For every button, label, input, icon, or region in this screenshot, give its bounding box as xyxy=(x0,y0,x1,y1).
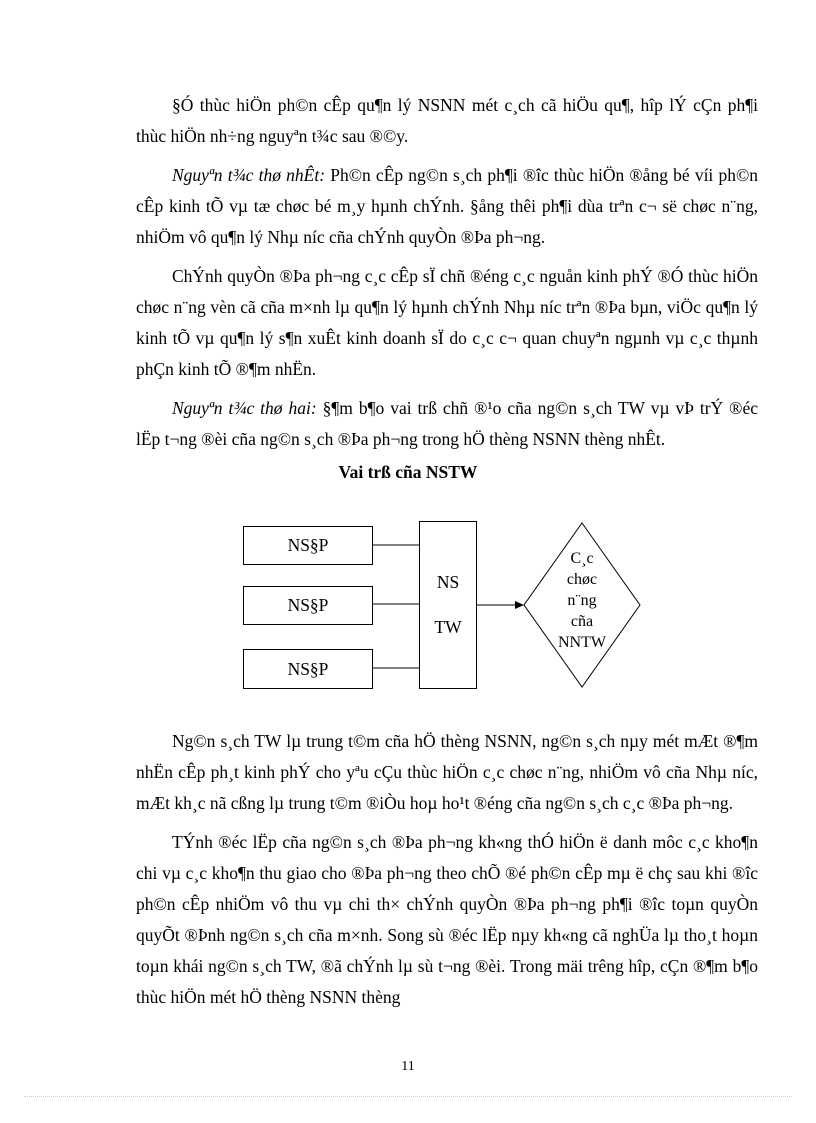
footer-divider xyxy=(24,1096,792,1097)
center-box-line: NS xyxy=(436,572,460,592)
diagram-title: Vai trß cña NSTW xyxy=(338,462,478,482)
body-text-bottom xyxy=(136,726,758,1013)
diamond-line: n¨ng xyxy=(567,592,597,609)
arrow-head xyxy=(515,601,524,609)
left-box: NS§P xyxy=(243,649,373,689)
diamond-label xyxy=(540,548,624,653)
page-number: 11 xyxy=(401,1059,415,1074)
diamond-line: NNTW xyxy=(558,634,606,651)
diamond-line: C¸c xyxy=(570,550,594,567)
paragraph-text: §¶m b¶o vai trß chñ ®¹o cña ng©n s¸ch TW vµ vÞ trÝ ®éc lËp t¬ng ®èi cña ng©n s¸ch ®Þa ph¬ng trong hÖ thèng NSNN thèng nhÊt. xyxy=(136,398,758,449)
paragraph-lead: Nguyªn t¾c thø nhÊt: xyxy=(172,165,326,185)
left-box: NS§P xyxy=(243,526,373,565)
paragraph-lead: Nguyªn t¾c thø hai: xyxy=(172,398,317,418)
paragraph-text: §Ó thùc hiÖn ph©n cÊp qu¶n lý NSNN mét c¸ch cã hiÖu qu¶, hîp lÝ cÇn ph¶i thùc hiÖn nh÷ng nguyªn t¾c sau ®©y. xyxy=(136,95,758,146)
paragraph-text: TÝnh ®éc lËp cña ng©n s¸ch ®Þa ph¬ng kh«ng thÓ hiÖn ë danh môc c¸c kho¶n chi vµ c¸c kho¶n thu giao cho ®Þa ph¬ng theo chÕ ®é ph©n cÊp mµ ë chç sau khi ®îc ph©n cÊp nhiÖm vô thu vµ chi th× chÝnh quyÒn ®Þa ph¬ng ph¶i ®îc toµn quyÒn quyÕt ®Þnh ng©n s¸ch cña m×nh. Song sù ®éc lËp nµy kh«ng cã nghÜa lµ tho¸t hoµn toµn khái ng©n s¸ch TW, ®ã chÝnh lµ sù t¬ng ®èi. Trong mäi trêng hîp, cÇn ®¶m b¶o thùc hiÖn mét hÖ thèng NSNN thèng xyxy=(136,832,758,1007)
paragraph-text: Ph©n cÊp ng©n s¸ch ph¶i ®îc thùc hiÖn ®ång bé víi ph©n cÊp kinh tÕ vµ tæ chøc bé m¸y hµnh chÝnh. §ång thêi ph¶i dùa trªn c¬ së chøc n¨ng, nhiÖm vô qu¶n lý Nhµ níc cña chÝnh quyÒn ®Þa ph¬ng. xyxy=(136,165,759,247)
center-box-line: TW xyxy=(434,617,462,637)
diamond-line: chøc xyxy=(566,571,598,588)
paragraph xyxy=(136,726,758,819)
left-box: NS§P xyxy=(243,586,373,625)
paragraph xyxy=(136,827,758,1013)
paragraph-text: Ng©n s¸ch TW lµ trung t©m cña hÖ thèng NSNN, ng©n s¸ch nµy mét mÆt ®¶m nhËn cÊp ph¸t kinh phÝ cho yªu cÇu thùc hiÖn c¸c chøc n¨ng, nhiÖm vô cña Nhµ níc, mÆt kh¸c nã cßng lµ trung t©m ®iÒu hoµ ho¹t ®éng cña ng©n s¸ch c¸c ®Þa ph¬ng. xyxy=(136,731,758,813)
center-box xyxy=(419,521,477,689)
paragraph-text: ChÝnh quyÒn ®Þa ph¬ng c¸c cÊp sÏ chñ ®éng c¸c nguån kinh phÝ ®Ó thùc hiÖn chøc n¨ng vèn cã cña m×nh lµ qu¶n lý hµnh chÝnh Nhµ níc trªn ®Þa bµn, viÖc qu¶n lý kinh tÕ vµ qu¶n lý s¶n xuÊt kinh doanh sÏ do c¸c c¬ quan chuyªn ngµnh vµ c¸c thµnh phÇn kinh tÕ ®¶m nhËn. xyxy=(136,266,758,379)
diamond-line: cña xyxy=(570,613,594,630)
